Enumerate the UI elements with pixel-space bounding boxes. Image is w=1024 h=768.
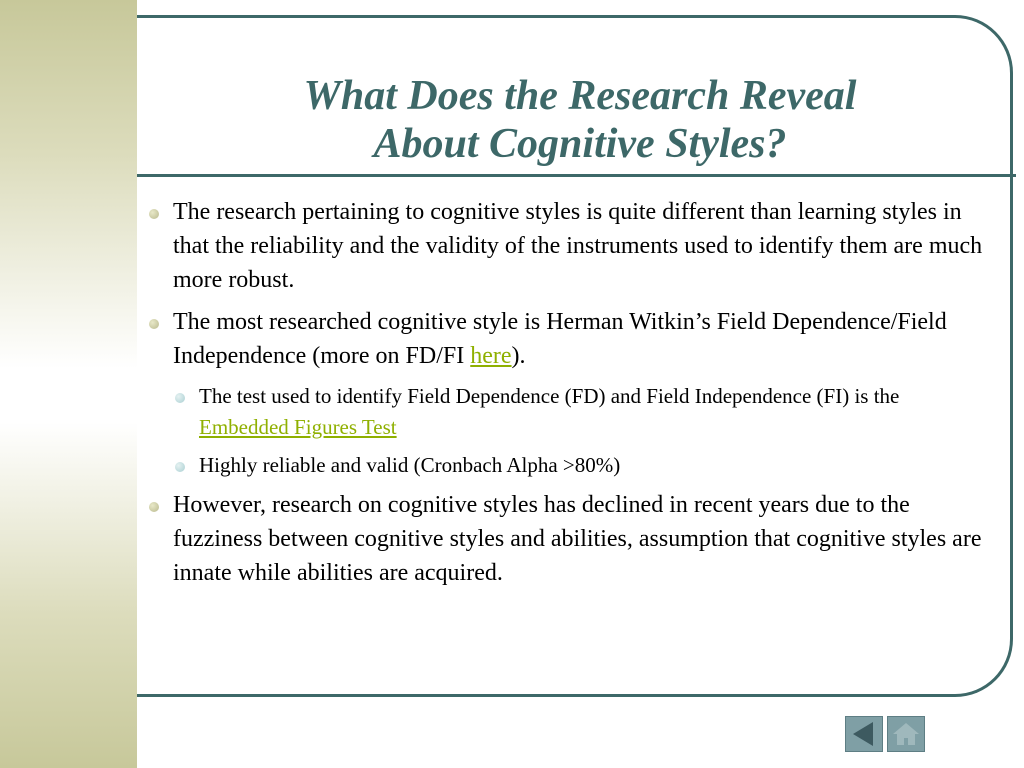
back-button[interactable] bbox=[845, 716, 883, 752]
slide-title bbox=[150, 72, 1010, 168]
home-button[interactable] bbox=[887, 716, 925, 752]
home-icon bbox=[888, 717, 924, 751]
bullet-item bbox=[140, 195, 990, 297]
title-divider bbox=[137, 174, 1016, 177]
sub-bullet-dot-icon bbox=[175, 462, 185, 472]
back-arrow-icon bbox=[846, 717, 882, 751]
bullet-text-suffix: ). bbox=[511, 343, 526, 369]
embedded-figures-test-link[interactable]: Embedded Figures Test bbox=[199, 415, 397, 439]
bullet-text: The research pertaining to cognitive styles is quite different than learning styles in that the reliability and the validity of the instruments used to identify them are much more robust. bbox=[173, 199, 983, 293]
bullet-text: The most researched cognitive style is Herman Witkin’s Field Dependence/Field Independence (more on FD/FI bbox=[173, 309, 947, 369]
sub-bullet-text: Highly reliable and valid (Cronbach Alpha >80%) bbox=[199, 453, 621, 477]
bullet-dot-icon bbox=[149, 502, 159, 512]
sub-bullet-item bbox=[140, 381, 990, 443]
bullet-text: However, research on cognitive styles has declined in recent years due to the fuzziness between cognitive styles and abilities, assumption that cognitive styles are innate while abilities are acquired. bbox=[173, 492, 982, 586]
here-link[interactable]: here bbox=[470, 343, 512, 369]
bullet-dot-icon bbox=[149, 319, 159, 329]
bullet-dot-icon bbox=[149, 209, 159, 219]
bullet-list bbox=[140, 195, 990, 598]
bullet-item bbox=[140, 305, 990, 373]
sub-bullet-text: The test used to identify Field Dependence (FD) and Field Independence (FI) is the bbox=[199, 384, 900, 408]
title-line-2: About Cognitive Styles? bbox=[373, 121, 787, 167]
bullet-item bbox=[140, 488, 990, 590]
title-line-1: What Does the Research Reveal bbox=[303, 73, 857, 119]
sub-bullet-item bbox=[140, 450, 990, 481]
sub-bullet-dot-icon bbox=[175, 393, 185, 403]
left-decorative-band bbox=[0, 0, 137, 768]
